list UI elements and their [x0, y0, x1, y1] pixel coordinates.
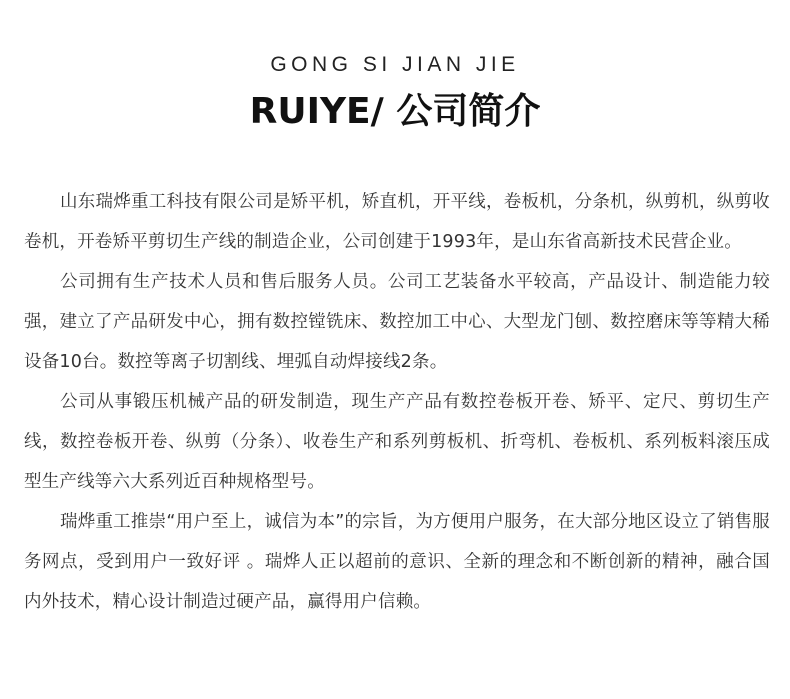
- intro-paragraph-2: 公司拥有生产技术人员和售后服务人员。公司工艺装备水平较高，产品设计、制造能力较强，建立了产品研发中心，拥有数控镗铣床、数控加工中心、大型龙门刨、数控磨床等等精大稀设备10台。数控等离子切割线、埋弧自动焊接线2条。: [24, 272, 770, 372]
- intro-paragraph-3: 公司从事锻压机械产品的研发制造，现生产产品有数控卷板开卷、矫平、定尺、剪切生产线，数控卷板开卷、纵剪（分条）、收卷生产和系列剪板机、折弯机、卷板机、系列板料滚压成型生产线等六大系列近百种规格型号。: [24, 392, 770, 492]
- intro-paragraph-4: 瑞烨重工推崇“用户至上，诚信为本”的宗旨，为方便用户服务，在大部分地区设立了销售服务网点，受到用户一致好评 。瑞烨人正以超前的意识、全新的理念和不断创新的精神，融合国内外技术，精心设计制造过硬产品，赢得用户信赖。: [24, 512, 770, 612]
- page-subtitle: GONG SI JIAN JIE: [270, 53, 520, 76]
- company-intro-body: [24, 182, 770, 622]
- page-title: RUIYE/ 公司简介: [249, 91, 541, 132]
- intro-paragraph-1: 山东瑞烨重工科技有限公司是矫平机，矫直机，开平线，卷板机，分条机，纵剪机，纵剪收卷机，开卷矫平剪切生产线的制造企业，公司创建于1993年，是山东省高新技术民营企业。: [24, 192, 770, 252]
